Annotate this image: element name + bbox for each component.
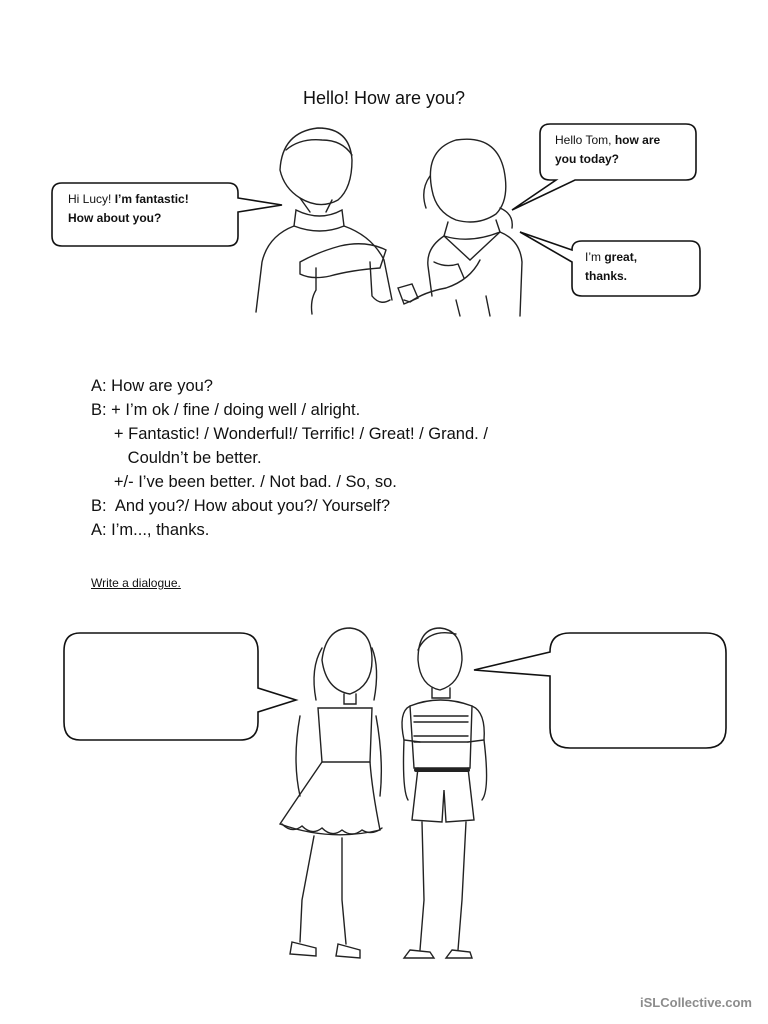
dialogue-line: Couldn’t be better.	[91, 449, 262, 467]
dialogue-line: B: + I’m ok / fine / doing well / alright.	[91, 401, 361, 419]
watermark: iSLCollective.com	[640, 995, 752, 1010]
bubble-tom-text	[555, 131, 660, 169]
bubble-great-part2: great,	[604, 250, 638, 264]
instruction-text: Write a dialogue.	[91, 576, 181, 590]
speech-bubble-blank-right	[474, 633, 726, 748]
dialogue-line: +/- I’ve been better. / Not bad. / So, so.	[91, 473, 397, 491]
girl-and-boy-standing-illustration	[280, 628, 487, 958]
bubble-great-text	[585, 248, 637, 286]
bubble-lucy-part2: I’m fantastic!	[114, 192, 189, 206]
bubble-great-part3: thanks.	[585, 269, 628, 283]
bubble-lucy-text	[68, 190, 189, 228]
bubble-lucy-part1: Hi Lucy!	[68, 192, 115, 206]
speech-bubble-blank-left	[64, 633, 296, 740]
dialogue-block	[91, 374, 488, 542]
dialogue-line: B: And you?/ How about you?/ Yourself?	[91, 497, 391, 515]
bubble-tom-part3: you today?	[555, 152, 620, 166]
dialogue-line: A: How are you?	[91, 377, 213, 395]
dialogue-line: A: I’m..., thanks.	[91, 521, 210, 539]
bubble-tom-part1: Hello Tom,	[555, 133, 615, 147]
dialogue-line: + Fantastic! / Wonderful!/ Terrific! / Great! / Grand. /	[91, 425, 488, 443]
page-title: Hello! How are you?	[302, 88, 466, 108]
bubble-lucy-part3: How about you?	[68, 211, 162, 225]
bubble-great-part1: I’m	[585, 250, 605, 264]
two-children-talking-illustration	[256, 128, 522, 316]
bubble-tom-part2: how are	[614, 133, 661, 147]
